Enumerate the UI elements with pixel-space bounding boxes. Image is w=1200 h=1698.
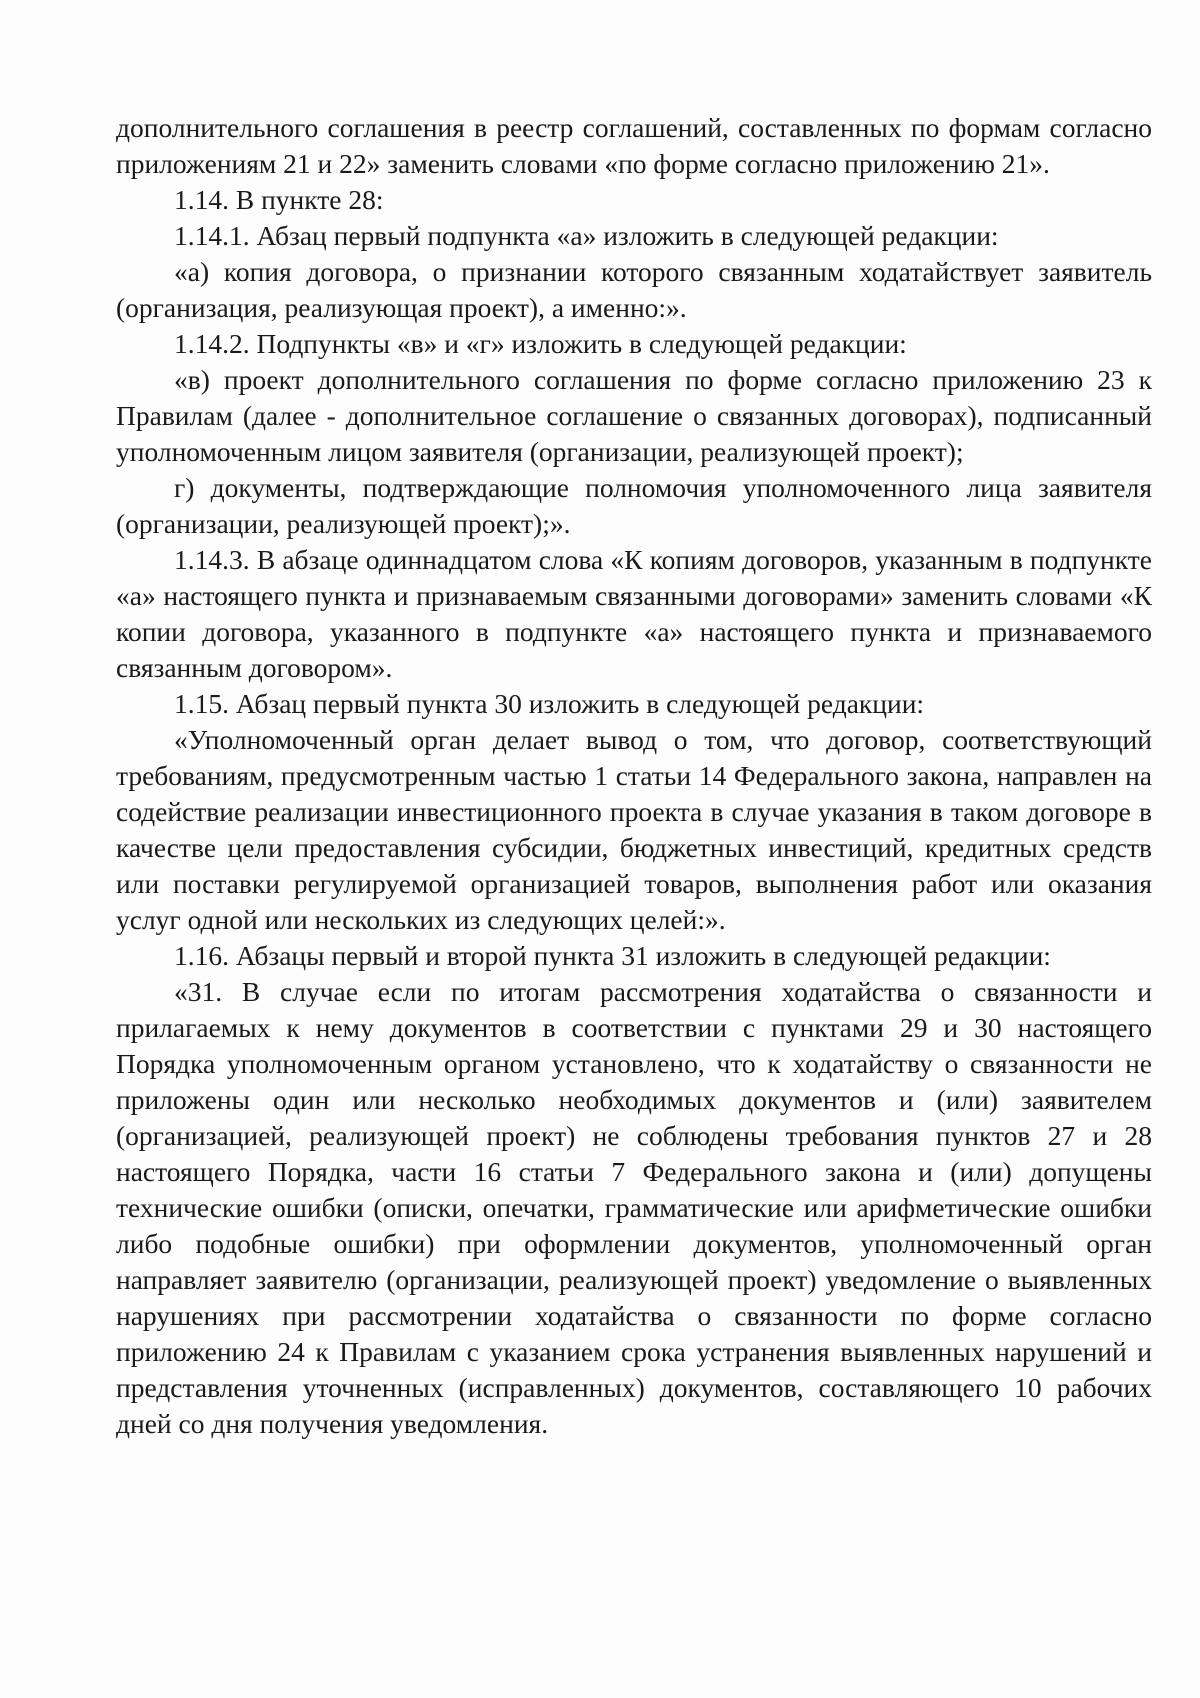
paragraph-subpoint-v: «в) проект дополнительного соглашения по форме согласно приложению 23 к Правилам (далее - дополнительное соглашение о связанных договорах), подписанный уполномоченным лицом заявителя (организации, реализующей проект); (116, 364, 1152, 467)
paragraph-1-14: 1.14. В пункте 28: (174, 184, 384, 215)
paragraph-point-31: «31. В случае если по итогам рассмотрения ходатайства о связанности и прилагаемых к нему документов в соответствии с пунктами 29 и 30 настоящего Порядка уполномоченным органом установлено, что к ходатайству о связанности не приложены один или несколько необходимых документов и (или) заявителем (организацией, реализующей проект) не соблюдены требования пунктов 27 и 28 настоящего Порядка, части 16 статьи 7 Федерального закона и (или) допущены технические ошибки (описки, опечатки, грамматические или арифметические ошибки либо подобные ошибки) при оформлении документов, уполномоченный орган направляет заявителю (организации, реализующей проект) уведомление о выявленных нарушениях при рассмотрении ходатайства о связанности по форме согласно приложению 24 к Правилам с указанием срока устранения выявленных нарушений и представления уточненных (исправленных) документов, составляющего 10 рабочих дней со дня получения уведомления. (116, 976, 1152, 1439)
paragraph-subpoint-a: «а) копия договора, о признании которого связанным ходатайствует заявитель (организация, реализующая проект), а именно:». (116, 256, 1152, 323)
paragraph-continuation: дополнительного соглашения в реестр соглашений, составленных по формам согласно приложениям 21 и 22» заменить словами «по форме согласно приложению 21». (116, 112, 1152, 179)
paragraph-subpoint-g: г) документы, подтверждающие полномочия уполномоченного лица заявителя (организации, реализующей проект);». (116, 472, 1152, 539)
paragraph-1-14-3: 1.14.3. В абзаце одиннадцатом слова «К копиям договоров, указанным в подпункте «а» настоящего пункта и признаваемым связанными договорами» заменить словами «К копии договора, указанного в подпункте «а» настоящего пункта и признаваемого связанным договором». (116, 544, 1152, 683)
document-body (116, 110, 1152, 1442)
paragraph-1-15: 1.15. Абзац первый пункта 30 изложить в следующей редакции: (174, 688, 925, 719)
paragraph-1-14-1: 1.14.1. Абзац первый подпункта «а» изложить в следующей редакции: (174, 220, 999, 251)
paragraph-1-14-2: 1.14.2. Подпункты «в» и «г» изложить в следующей редакции: (174, 328, 907, 359)
paragraph-1-16: 1.16. Абзацы первый и второй пункта 31 изложить в следующей редакции: (174, 940, 1051, 971)
paragraph-authorized-body: «Уполномоченный орган делает вывод о том, что договор, соответствующий требованиям, предусмотренным частью 1 статьи 14 Федерального закона, направлен на содействие реализации инвестиционного проекта в случае указания в таком договоре в качестве цели предоставления субсидии, бюджетных инвестиций, кредитных средств или поставки регулируемой организацией товаров, выполнения работ или оказания услуг одной или нескольких из следующих целей:». (116, 724, 1152, 935)
